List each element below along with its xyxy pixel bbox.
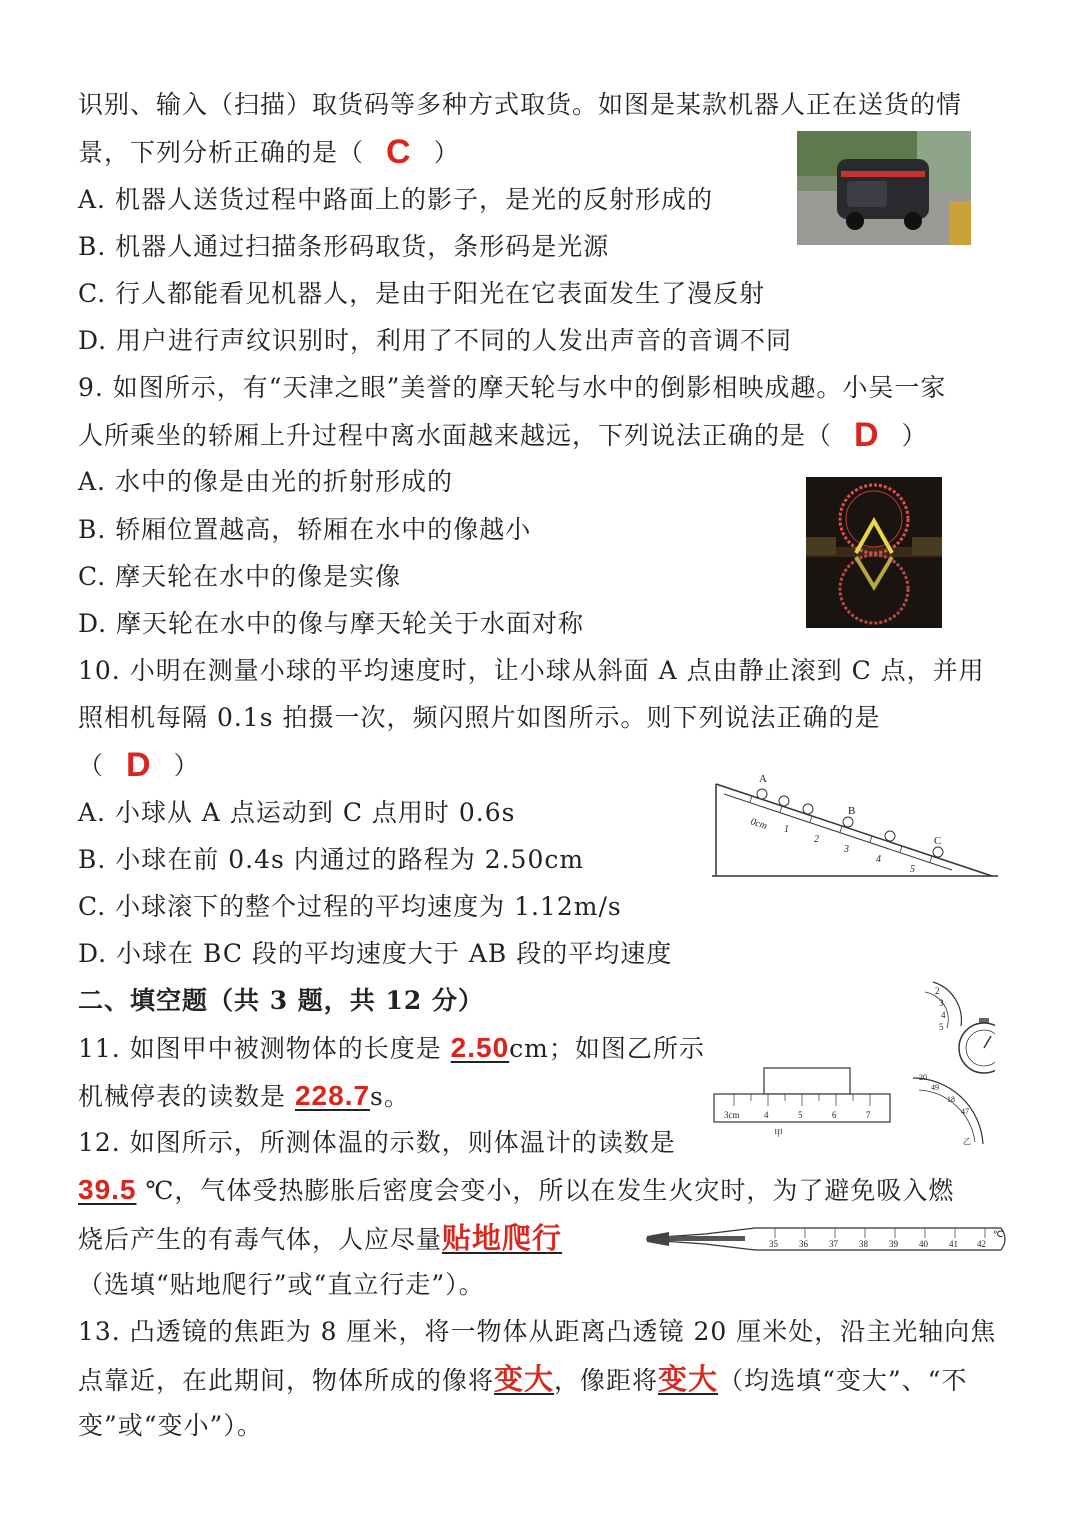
q13-text1: 点靠近，在此期间，物体所成的像将 bbox=[78, 1366, 495, 1395]
q9-paren-close: ） bbox=[901, 421, 928, 450]
thermo-label-42: 42 bbox=[977, 1239, 986, 1249]
stopwatch-figure-yi bbox=[905, 978, 995, 1148]
ruler-mark-0: 0cm bbox=[749, 816, 769, 833]
delivery-robot-photo bbox=[797, 131, 971, 245]
q10-paren-open: （ bbox=[78, 751, 105, 780]
q10-option-c: C. 小球滚下的整个过程的平均速度为 1.12m/s bbox=[78, 892, 622, 921]
q8-stem bbox=[78, 133, 460, 171]
thermo-label-40: 40 bbox=[919, 1239, 928, 1249]
q11-text4: s。 bbox=[370, 1082, 410, 1111]
dial-big-20: 20 bbox=[919, 1073, 927, 1082]
incline-ruler-figure bbox=[712, 770, 998, 882]
ferris-wheel-photo bbox=[806, 477, 942, 628]
q8-option-a: A. 机器人送货过程中路面上的影子，是光的反射形成的 bbox=[78, 185, 713, 214]
q8-option-d: D. 用户进行声纹识别时，利用了不同的人发出声音的音调不同 bbox=[78, 326, 793, 355]
q9-stem-text: 人所乘坐的轿厢上升过程中离水面越来越远，下列说法正确的是（ bbox=[78, 421, 833, 450]
thermo-label-39: 39 bbox=[889, 1239, 898, 1249]
q8-option-b: B. 机器人通过扫描条形码取货，条形码是光源 bbox=[78, 232, 610, 261]
ruler-mark-4: 4 bbox=[876, 854, 881, 865]
ruler-label-3cm: 3cm bbox=[724, 1110, 740, 1120]
q13-text2: ，像距将 bbox=[554, 1366, 659, 1395]
thermo-label-35: 35 bbox=[769, 1239, 778, 1249]
q12-answer-action: 贴地爬行 bbox=[442, 1221, 563, 1255]
dial-small-2: 2 bbox=[935, 986, 940, 996]
q11-line2 bbox=[78, 1081, 410, 1112]
q12-line2 bbox=[78, 1175, 954, 1206]
ruler-label-7: 7 bbox=[866, 1110, 871, 1120]
ruler-figure-jia bbox=[712, 1066, 892, 1142]
q8-paren-close: ） bbox=[433, 138, 460, 167]
q10-paren-close: ） bbox=[173, 751, 200, 780]
ruler-label-5: 5 bbox=[798, 1110, 803, 1120]
q10-line2: 照相机每隔 0.1s 拍摄一次，频闪照片如图所示。则下列说法正确的是 bbox=[78, 703, 881, 732]
q12-text3: 烧后产生的有毒气体，人应尽量 bbox=[78, 1225, 443, 1254]
q13-answer-image-size: 变大 bbox=[494, 1362, 555, 1396]
dial-big-18: 18 bbox=[947, 1095, 955, 1104]
q12-line4: （选填“贴地爬行”或“直立行走”）。 bbox=[78, 1270, 485, 1299]
q13-line2 bbox=[78, 1364, 967, 1396]
thermo-label-37: 37 bbox=[829, 1239, 838, 1249]
thermometer-figure bbox=[645, 1224, 1011, 1254]
q9-option-d: D. 摩天轮在水中的像与摩天轮关于水面对称 bbox=[78, 609, 585, 638]
q11-line1 bbox=[78, 1033, 705, 1064]
q11-text3: 机械停表的读数是 bbox=[78, 1082, 295, 1111]
q12-line3 bbox=[78, 1223, 562, 1255]
q9-stem bbox=[78, 416, 928, 454]
dial-big-49: 49 bbox=[931, 1083, 939, 1092]
q11-answer-length: 2.50 bbox=[450, 1032, 510, 1063]
thermo-label-41: 41 bbox=[949, 1239, 958, 1249]
ruler-label-6: 6 bbox=[832, 1110, 837, 1120]
ruler-mark-5: 5 bbox=[910, 864, 915, 875]
dial-small-3: 3 bbox=[939, 998, 944, 1008]
q8-answer: C bbox=[386, 133, 412, 171]
q11-text1: 11. 如图甲中被测物体的长度是 bbox=[78, 1034, 451, 1063]
q10-option-a: A. 小球从 A 点运动到 C 点用时 0.6s bbox=[78, 798, 516, 827]
q13-text3: （均选填“变大”、“不 bbox=[718, 1366, 968, 1395]
q12-answer-temperature: 39.5 bbox=[78, 1174, 137, 1205]
dial-small-4: 4 bbox=[941, 1010, 946, 1020]
point-label-b: B bbox=[848, 805, 856, 817]
q11-text2: cm；如图乙所示 bbox=[509, 1034, 705, 1063]
dial-big-47: 47 bbox=[961, 1107, 969, 1116]
q10-answer: D bbox=[126, 746, 152, 784]
q13-line1: 13. 凸透镜的焦距为 8 厘米，将一物体从距离凸透镜 20 厘米处，沿主光轴向焦 bbox=[78, 1317, 997, 1346]
thermo-label-36: 36 bbox=[799, 1239, 808, 1249]
q12-line1: 12. 如图所示，所测体温的示数，则体温计的读数是 bbox=[78, 1128, 676, 1157]
q9-option-c: C. 摩天轮在水中的像是实像 bbox=[78, 562, 402, 591]
q10-line1: 10. 小明在测量小球的平均速度时，让小球从斜面 A 点由静止滚到 C 点，并用 bbox=[78, 656, 985, 685]
dial-small-5: 5 bbox=[939, 1022, 944, 1032]
q9-line1: 9. 如图所示，有“天津之眼”美誉的摩天轮与水中的倒影相映成趣。小吴一家 bbox=[78, 373, 947, 402]
section-heading: 二、填空题（共 3 题，共 12 分） bbox=[78, 986, 485, 1015]
q10-option-b: B. 小球在前 0.4s 内通过的路程为 2.50cm bbox=[78, 845, 585, 874]
ruler-mark-3: 3 bbox=[844, 844, 849, 855]
q9-option-b: B. 轿厢位置越高，轿厢在水中的像越小 bbox=[78, 515, 532, 544]
figure-label-jia: 甲 bbox=[774, 1128, 784, 1138]
q9-answer: D bbox=[854, 416, 880, 454]
q12-text2: ℃，气体受热膨胀后密度会变小，所以在发生火灾时，为了避免吸入燃 bbox=[136, 1176, 955, 1205]
q13-answer-image-distance: 变大 bbox=[658, 1362, 719, 1396]
thermo-label-38: 38 bbox=[859, 1239, 868, 1249]
q10-option-d: D. 小球在 BC 段的平均速度大于 AB 段的平均速度 bbox=[78, 939, 673, 968]
q8-stem-text: 景，下列分析正确的是（ bbox=[78, 138, 365, 167]
q9-option-a: A. 水中的像是由光的折射形成的 bbox=[78, 467, 453, 496]
q11-answer-stopwatch: 228.7 bbox=[294, 1080, 371, 1111]
q10-stem bbox=[78, 746, 200, 784]
thermo-unit: ℃ bbox=[993, 1229, 1004, 1239]
point-label-a: A bbox=[759, 773, 767, 785]
ruler-mark-2: 2 bbox=[814, 834, 819, 845]
ruler-label-4: 4 bbox=[764, 1110, 769, 1120]
ruler-mark-1: 1 bbox=[784, 824, 789, 835]
q13-line3: 变”或“变小”）。 bbox=[78, 1411, 263, 1440]
q8-option-c: C. 行人都能看见机器人，是由于阳光在它表面发生了漫反射 bbox=[78, 279, 766, 308]
point-label-c: C bbox=[934, 835, 942, 847]
q8-line1: 识别、输入（扫描）取货码等多种方式取货。如图是某款机器人正在送货的情 bbox=[78, 90, 963, 119]
figure-label-yi: 乙 bbox=[963, 1137, 971, 1146]
